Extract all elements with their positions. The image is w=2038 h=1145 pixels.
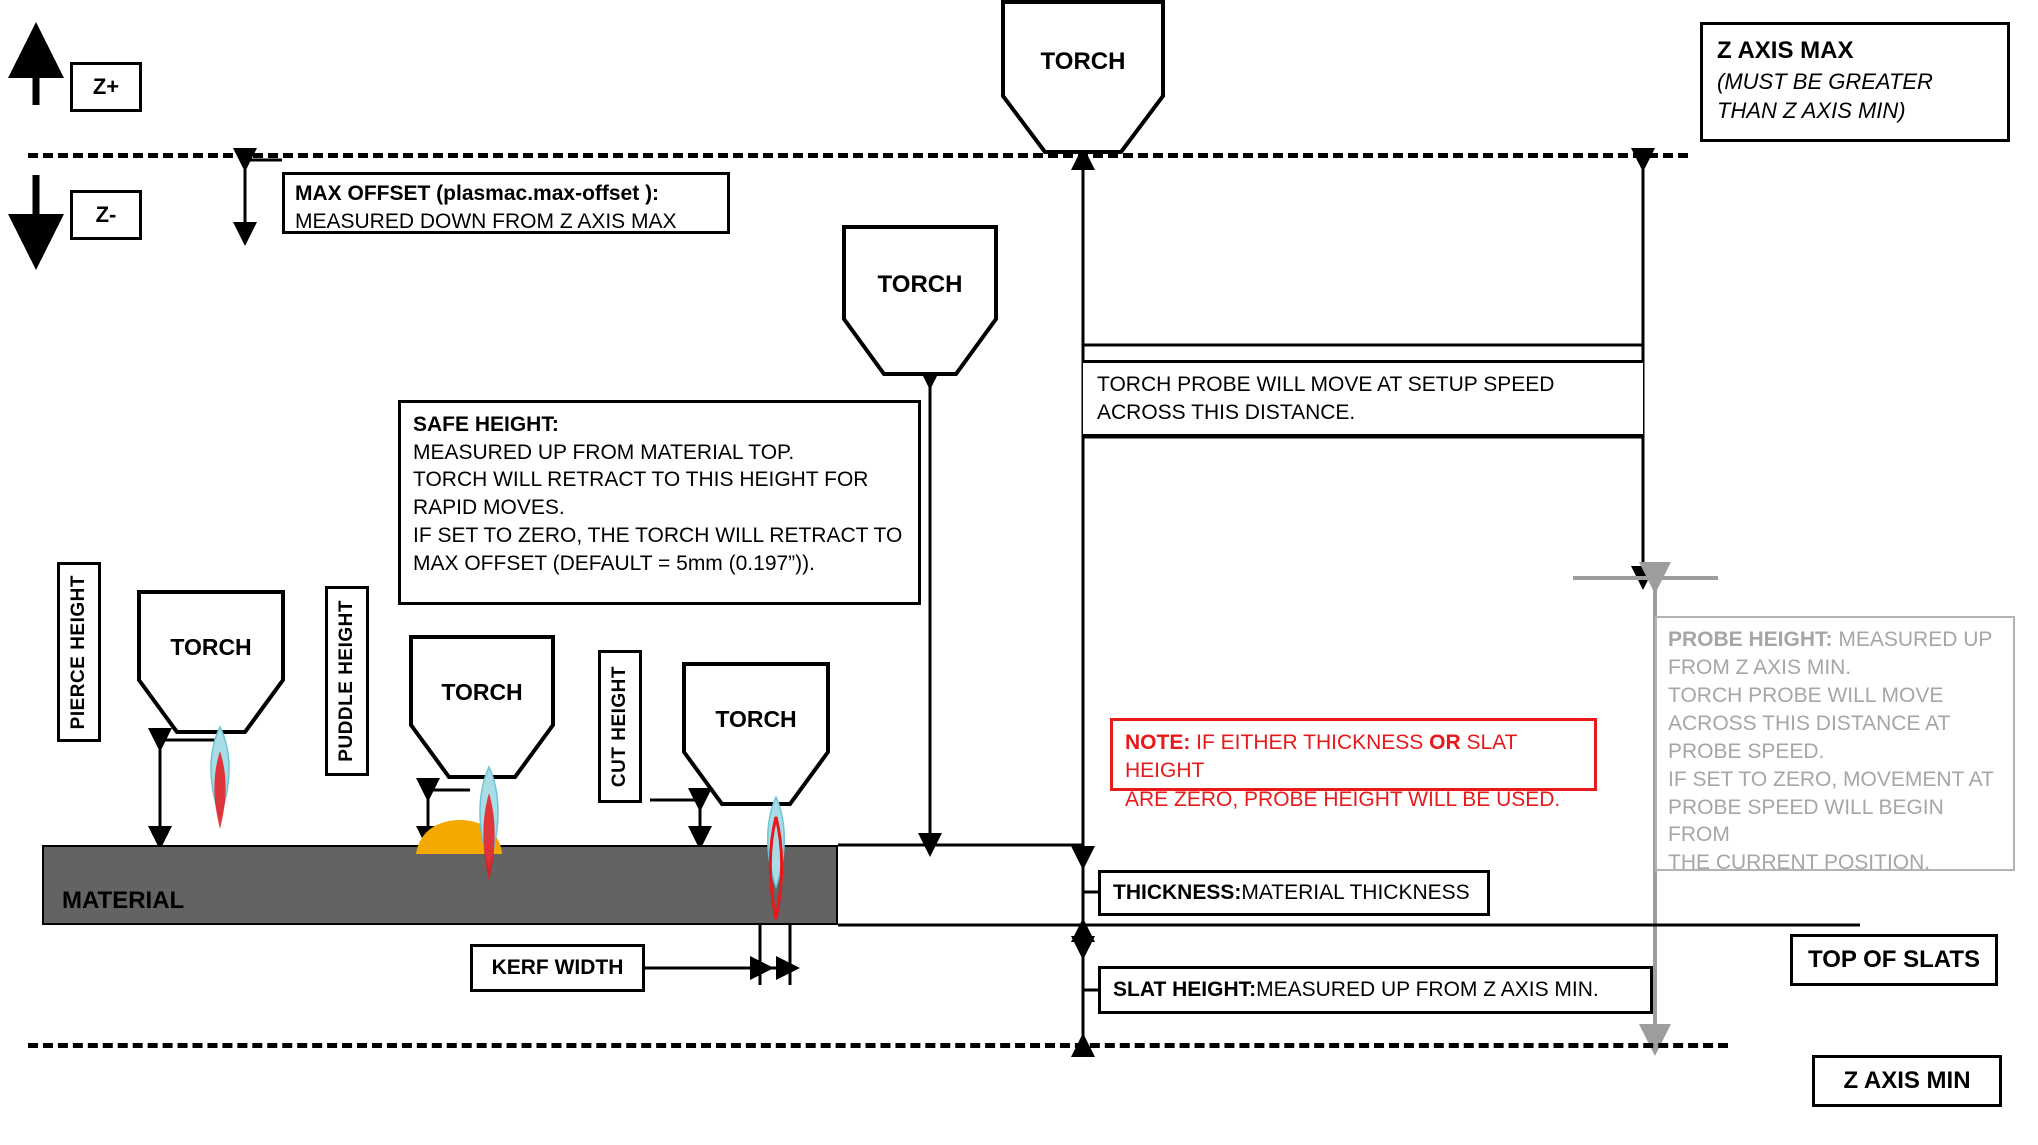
slat-height-value: MEASURED UP FROM Z AXIS MIN.	[1256, 978, 1599, 1002]
probe-height-title-tail: MEASURED UP	[1832, 628, 1993, 651]
torch-pierce-label: TORCH	[170, 634, 252, 660]
cut-height-text: CUT HEIGHT	[609, 665, 630, 788]
safe-height-line-2: TORCH WILL RETRACT TO THIS HEIGHT FOR	[413, 468, 869, 492]
probe-height-line-8: THE CURRENT POSITION.	[1668, 851, 1931, 875]
note-text-b: SLAT HEIGHT	[1125, 731, 1518, 783]
plasma-flame-cut	[750, 795, 802, 925]
z-axis-max-note-line1: (MUST BE GREATER	[1717, 68, 1933, 94]
note-line-1	[1125, 729, 1582, 786]
plasma-flame-pierce	[195, 725, 245, 845]
probe-height-title: PROBE HEIGHT:	[1668, 628, 1833, 651]
note-label: NOTE:	[1125, 731, 1191, 754]
pierce-height-text: PIERCE HEIGHT	[68, 574, 89, 730]
z-axis-max-title: Z AXIS MAX	[1717, 37, 1854, 64]
safe-height-callout	[398, 400, 921, 605]
z-axis-min-dashed-line	[28, 1043, 1728, 1048]
probe-height-line-6: IF SET TO ZERO, MOVEMENT AT	[1668, 767, 1994, 791]
probe-height-line-1	[1668, 626, 2002, 654]
safe-height-line-4: IF SET TO ZERO, THE TORCH WILL RETRACT TO	[413, 523, 903, 547]
probe-height-callout	[1655, 616, 2015, 875]
note-or: OR	[1429, 731, 1461, 754]
thickness-label: THICKNESS:	[1113, 881, 1242, 905]
cut-height-label	[598, 650, 642, 803]
material-label: MATERIAL	[62, 887, 185, 914]
probe-height-line-7: PROBE SPEED WILL BEGIN FROM	[1668, 795, 1944, 847]
torch-top	[999, 0, 1167, 155]
max-offset-body: MEASURED DOWN FROM Z AXIS MAX	[295, 209, 677, 233]
torch-puddle	[407, 635, 557, 780]
pierce-height-label	[57, 562, 101, 742]
safe-height-title: SAFE HEIGHT:	[413, 413, 559, 436]
torch-top-label: TORCH	[1040, 48, 1126, 75]
torch-cut	[680, 662, 832, 807]
puddle-height-label	[325, 586, 369, 776]
z-axis-min-text: Z AXIS MIN	[1843, 1067, 1971, 1095]
z-minus-label	[70, 190, 142, 240]
probe-height-line-5: PROBE SPEED.	[1668, 739, 1825, 763]
z-plus-label	[70, 62, 142, 112]
z-axis-max-dashed-line	[28, 153, 1688, 158]
z-axis-max-note-line2: THAN Z AXIS MIN)	[1717, 97, 1906, 123]
slat-height-label: SLAT HEIGHT:	[1113, 978, 1257, 1002]
safe-height-line-1: MEASURED UP FROM MATERIAL TOP.	[413, 440, 795, 464]
puddle-height-text: PUDDLE HEIGHT	[336, 600, 357, 762]
probe-height-line-4: ACROSS THIS DISTANCE AT	[1668, 711, 1951, 735]
note-line-2: ARE ZERO, PROBE HEIGHT WILL BE USED.	[1125, 787, 1561, 811]
safe-height-line-3: RAPID MOVES.	[413, 496, 565, 520]
safe-height-line-5: MAX OFFSET (DEFAULT = 5mm (0.197”)).	[413, 551, 815, 575]
torch-safe-height	[840, 225, 1000, 377]
torch-puddle-label: TORCH	[441, 679, 523, 705]
material-slab	[42, 845, 838, 925]
z-axis-min-label	[1812, 1055, 2002, 1107]
torch-pierce	[135, 590, 287, 735]
torch-safe-height-label: TORCH	[877, 271, 963, 298]
z-plus-text: Z+	[92, 74, 120, 100]
plasma-flame-puddle	[464, 765, 514, 895]
setup-speed-line-1: TORCH PROBE WILL MOVE AT SETUP SPEED	[1097, 373, 1555, 396]
top-of-slats-label	[1790, 934, 1998, 986]
max-offset-callout	[282, 172, 730, 234]
note-callout	[1110, 718, 1597, 811]
probe-height-line-2: FROM Z AXIS MIN.	[1668, 655, 1852, 679]
note-text-a: IF EITHER THICKNESS	[1190, 731, 1430, 754]
z-axis-max-box	[1700, 22, 2010, 142]
setup-speed-callout	[1083, 360, 1643, 437]
thickness-value: MATERIAL THICKNESS	[1241, 881, 1470, 905]
top-of-slats-text: TOP OF SLATS	[1807, 946, 1981, 974]
slat-height-callout	[1098, 966, 1653, 1014]
thickness-callout	[1098, 870, 1490, 916]
torch-cut-label: TORCH	[715, 706, 797, 732]
setup-speed-line-2: ACROSS THIS DISTANCE.	[1097, 400, 1356, 424]
probe-height-line-3: TORCH PROBE WILL MOVE	[1668, 683, 1944, 707]
max-offset-title: MAX OFFSET (plasmac.max-offset ):	[295, 182, 660, 205]
kerf-width-text: KERF WIDTH	[491, 956, 624, 980]
z-minus-text: Z-	[95, 202, 117, 228]
kerf-width-label	[470, 944, 645, 992]
